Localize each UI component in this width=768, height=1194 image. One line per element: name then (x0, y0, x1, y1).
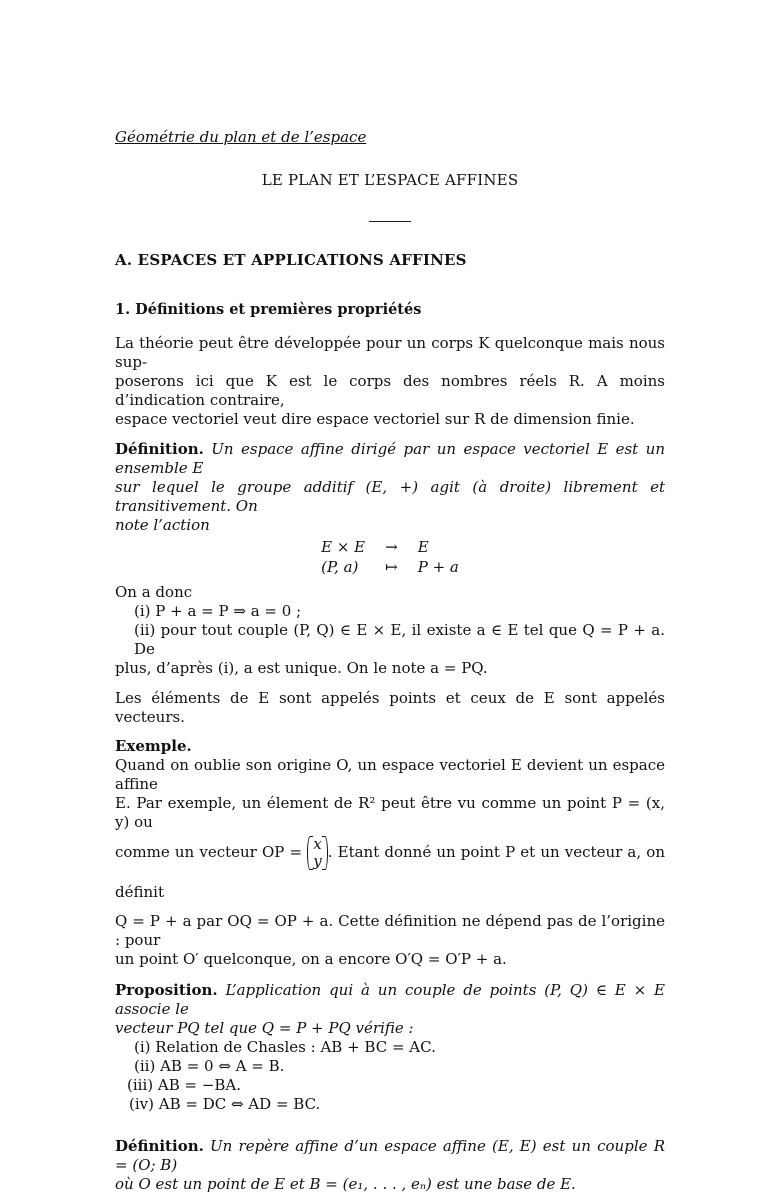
example-line-5: un point O′ quelconque, on a encore O′Q = O′P + a. (115, 950, 507, 968)
action-codomain: E (417, 538, 429, 556)
proposition-item-1: (i) Relation de Chasles : AB + BC = AC. (134, 1038, 436, 1056)
proposition-text-line-2: vecteur PQ tel que Q = P + PQ vérifie : (115, 1019, 414, 1037)
definition-text-line-1: Un espace affine dirigé par un espace vectoriel E est un ensemble E (115, 440, 665, 477)
title-divider (369, 221, 411, 222)
column-vector-matrix (307, 836, 327, 870)
page-title: LE PLAN ET L’ESPACE AFFINES (261, 171, 519, 189)
consequence-item-2: (ii) pour tout couple (P, Q) ∈ E × E, il existe a ∈ E tel que Q = P + a. De (134, 621, 665, 658)
example-line-2: E. Par exemple, un élement de R² peut être vu comme un point P = (x, y) ou (115, 794, 665, 831)
example-line-3 (115, 832, 665, 912)
definition-affine-space (115, 440, 665, 577)
example-line-3b: . Etant donné un point P et un vecteur a, on définit (115, 843, 665, 901)
example-line-1: Quand on oublie son origine O, un espace vectoriel E devient un espace affine (115, 756, 665, 793)
proposition-item-2: (ii) AB = 0 ⇔ A = B. (134, 1057, 285, 1075)
definition-label: Définition. (115, 440, 204, 458)
proposition-item-4: (iv) AB = DC ⇔ AD = BC. (129, 1095, 321, 1113)
definition-2-text-line-1: Un repère affine d’un espace affine (E, E) est un couple R = (O; B) (115, 1137, 665, 1174)
consequences (115, 583, 665, 678)
action-arrow: → (385, 538, 398, 556)
definition-text-line-3: note l’action (115, 516, 210, 534)
action-domain: E × E (321, 538, 366, 556)
action-result: P + a (417, 558, 459, 576)
elements-note-text: Les éléments de E sont appelés points et ceux de E sont appelés vecteurs. (115, 689, 665, 726)
intro-line-3: espace vectoriel veut dire espace vectoriel sur R de dimension finie. (115, 410, 635, 428)
intro-line-2: poserons ici que K est le corps des nombres réels R. A moins d’indication contraire, (115, 372, 665, 409)
consequence-item-2-cont: plus, d’après (i), a est unique. On le note a = PQ. (115, 659, 488, 677)
proposition-block (115, 981, 665, 1114)
proposition-label: Proposition. (115, 981, 218, 999)
subsection-heading: 1. Définitions et premières propriétés (115, 301, 422, 318)
proposition-text-line-1: L’application qui à un couple de points (P, Q) ∈ E × E associe le (115, 981, 665, 1018)
definition-text-line-2: sur lequel le groupe additif (E, +) agit (à droite) librement et transitivement. On (115, 478, 665, 515)
action-pair: (P, a) (321, 558, 359, 576)
example-line-4: Q = P + a par OQ = OP + a. Cette définition ne dépend pas de l’origine : pour (115, 912, 665, 949)
consequence-item-1: (i) P + a = P ⇒ a = 0 ; (134, 602, 302, 620)
definition-affine-frame (115, 1137, 665, 1194)
action-map (115, 537, 665, 577)
matrix-top: x (313, 835, 322, 853)
document-page (115, 128, 665, 1194)
intro-line-1: La théorie peut être développée pour un corps K quelconque mais nous sup- (115, 334, 665, 371)
definition-2-text-line-2: où O est un point de E et B = (e₁, . . . , eₙ) est une base de E. (115, 1175, 576, 1193)
example-line-3a: comme un vecteur OP = (115, 843, 303, 861)
example-block (115, 737, 665, 969)
consequences-intro: On a donc (115, 583, 193, 601)
matrix-bottom: y (313, 852, 322, 870)
definition-2-label: Définition. (115, 1137, 204, 1155)
subject-header: Géométrie du plan et de l’espace (115, 128, 367, 146)
intro-paragraph (115, 334, 665, 429)
elements-note (115, 689, 665, 727)
action-mapsto: ↦ (385, 558, 398, 576)
action-map-table (311, 537, 469, 577)
section-heading: A. ESPACES ET APPLICATIONS AFFINES (115, 251, 467, 269)
proposition-item-3: (iii) AB = −BA. (127, 1076, 242, 1094)
example-label: Exemple. (115, 737, 192, 755)
